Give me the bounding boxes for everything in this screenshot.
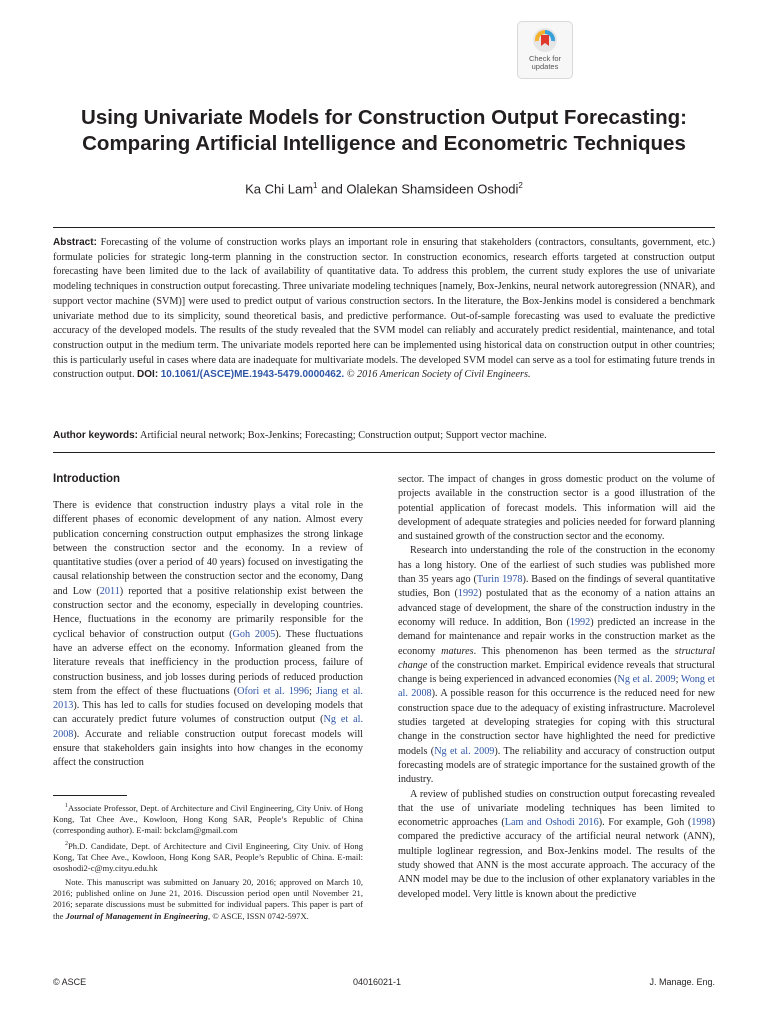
crossmark-icon <box>532 27 558 53</box>
footnote-1 <box>53 801 363 836</box>
citation-link[interactable]: 1992 <box>457 588 479 600</box>
author-2: Olalekan Shamsideen Oshodi <box>346 181 519 197</box>
author-1-affiliation-mark: 1 <box>313 181 318 190</box>
doi-link[interactable]: 10.1061/(ASCE)ME.1943-5479.0000462. <box>160 369 345 381</box>
text-run: ; <box>309 685 317 697</box>
text-run: A review of published studies on construction output forecasting revealed that the use of univariate modeling techniques has been limited to econometric approaches ( <box>398 788 715 829</box>
footnotes <box>53 801 363 925</box>
footnote-text: Ph.D. Candidate, Dept. of Architecture and Civil Engineering, City Univ. of Hong Kong, Tat Chee Ave., Kowloon, Hong Kong SAR, People’s Republic of China. E-mail: ososhodi2-c@my.cityu.edu.hk <box>53 841 363 874</box>
keywords-label: Author keywords: <box>53 430 139 441</box>
emphasis: matures <box>441 645 474 657</box>
citation-link[interactable]: Goh 2005 <box>232 628 276 640</box>
author-2-affiliation-mark: 2 <box>518 181 523 190</box>
intro-paragraph-continued <box>398 473 715 544</box>
submission-note <box>53 877 363 921</box>
abstract-text: Forecasting of the volume of construction works plays an important role in ensuring that stakeholders (contractors, consultants, government, etc.) formulate policies for strategic long-term planning in the construction sector. In construction economics, research efforts targeted at construction output forecasting have been limited due to the lack of availability of quantitative data. To address this problem, the current study explores the use of univariate modeling techniques in construction output forecasting. Three univariate modeling techniques [namely, Box-Jenkins, neural network autoregression (NNAR), and support vector machine (SVM)] were used to predict output of various construction sectors. In the literature, the Box-Jenkins model is considered a benchmark univariate method due to its simplicity, sound theoretical basis, and predictive performance. Out-of-sample forecasting was used to evaluate the predictive accuracy of the developed models. The results of the study revealed that the SVM model can reliably and accurately predict residential, maintenance, and total construction output in the medium term. The univariate models reported here can be implemented using historical data on construction output in other countries; this is particularly useful in cases where data are inadequate for multivariate models. The developed SVM model can serve as a tool for estimating future trends in construction output. <box>53 237 715 381</box>
note-text: Note. This manuscript was submitted on January 20, 2016; approved on March 10, 2016; published online on June 21, 2016. Discussion period open until November 21, 2016; separate discussions must be submitted for individual papers. This paper is part of the <box>53 877 363 921</box>
text-run: . This phenomenon has been termed as the <box>473 645 675 657</box>
top-divider <box>53 227 715 228</box>
author-keywords <box>53 430 715 441</box>
citation-link[interactable]: Wong et al. 2008 <box>398 674 716 700</box>
footnote-mark: 1 <box>65 803 68 809</box>
abstract-label: Abstract: <box>53 237 97 248</box>
citation-link[interactable]: 2011 <box>99 585 120 597</box>
text-run: ). The reliability and accuracy of construction output forecasting models are of strategic importance for the sustained growth of the industry. <box>398 745 716 786</box>
text-run: ) predicted an increase in the demand for maintenance and repair works in the construction market as the economy <box>398 616 715 657</box>
text-run: ) postulated that as the economy of a nation attains an advanced stage of development, the share of the construction industry in the economy will reduce. In addition, Bon ( <box>398 588 715 628</box>
copyright-notice: © 2016 American Society of Civil Engineers. <box>344 369 531 381</box>
abstract <box>53 236 715 383</box>
text-run: ). Based on the findings of several quantitative studies, Bon ( <box>398 574 715 600</box>
text-run: ). For example, Goh ( <box>598 817 692 829</box>
note-text: , © ASCE, ISSN 0742-597X. <box>207 910 309 921</box>
footnote-text: Associate Professor, Dept. of Architecture and Civil Engineering, City Univ. of Hong Kong, Tat Chee Ave., Kowloon, Hong Kong SAR, People’s Republic of China (corresponding author). E-mail: bckclam@gmail.com <box>53 802 363 836</box>
footer-journal: J. Manage. Eng. <box>649 977 715 987</box>
text-run: ) compared the predictive accuracy of the artificial neural network (ANN), multiple loglinear regression, and Box-Jenkins model. The results of the study showed that ANN is the most accurate approach. The accuracy of the ANN model may be due to the inclusion of other explanatory variables in the developed model. Very little is known about the predictive <box>398 817 716 900</box>
text-run: There is evidence that construction industry plays a vital role in the different phases of economic development of any nation. Almost every publication concerning construction output emphasizes the strong linkage between the construction sector and the economy. In a review of quantitative studies (over a period of 40 years) focused on investigating the causal relationship between the construction sector and the economy, Dang and Low ( <box>53 500 363 597</box>
citation-link[interactable]: Ng et al. 2009 <box>617 674 676 686</box>
text-run: ). These fluctuations have an adverse effect on the economy. Information gleaned from the literature reveals that inefficiency in the production process, failure of construction business, and job losses during periods of reduced production stem from the effect of these fluctuations ( <box>53 628 364 697</box>
text-run: ). This has led to calls for studies focused on developing models that can accurately predict future volumes of construction output ( <box>53 700 363 726</box>
text-run: ). A possible reason for this occurrence is the reduced need for new construction space due to the adequacy of existing infrastructure. Macrolevel studies targeted at developing strategies for coping with this structural change in the construction sector have highlighted the need for predictive models ( <box>398 688 715 757</box>
citation-link[interactable]: Ng et al. 2008 <box>53 714 363 740</box>
text-run: ) reported that a positive relationship exist between the construction sector and the economy, especially in developing countries. Hence, fluctuations in the economy are primarily responsible for the cyclical behavior of construction output ( <box>53 585 363 640</box>
text-run: Research into understanding the role of the construction in the economy has a long history. One of the earliest of such studies was published more than 35 years ago ( <box>398 545 715 586</box>
citation-link[interactable]: 1998 <box>691 817 712 829</box>
citation-link[interactable]: Turin 1978 <box>476 574 523 586</box>
footer-publisher: © ASCE <box>53 977 87 987</box>
citation-link[interactable]: Ofori et al. 1996 <box>237 685 310 697</box>
keywords-text: Artificial neural network; Box-Jenkins; Forecasting; Construction output; Support vector machine. <box>138 430 547 441</box>
footnote-2 <box>53 839 363 874</box>
author-1: Ka Chi Lam <box>245 181 314 197</box>
citation-link[interactable]: Ng et al. 2009 <box>434 745 495 757</box>
check-for-updates-badge[interactable] <box>517 21 573 79</box>
author-list <box>40 181 728 196</box>
citation-link[interactable]: Jiang et al. 2013 <box>53 685 363 712</box>
citation-link[interactable]: 1992 <box>569 616 591 628</box>
text-run: sector. The impact of changes in gross domestic product on the volume of projects available in the construction sector is a good illustration of the potential application of forecast models. This information will aid the development of adequate strategies and policies needed for forward planning and sustained growth of the construction sector and the economy. <box>398 474 715 543</box>
author-conjunction: and <box>317 181 347 197</box>
left-column <box>53 499 363 771</box>
intro-paragraph-2 <box>398 544 715 787</box>
text-run: ). Accurate and reliable construction output forecast models will ensure that stakeholders gain insights into how changes in the economy affect the construction <box>53 728 363 769</box>
footer-article-number: 04016021-1 <box>353 977 402 987</box>
emphasis: structural change <box>398 645 715 671</box>
right-column <box>398 473 715 902</box>
doi-label: DOI: <box>137 369 159 381</box>
footnote-mark: 2 <box>65 841 68 848</box>
intro-paragraph-1 <box>53 499 363 771</box>
badge-line-1: Check for <box>528 54 562 63</box>
abstract-divider <box>53 452 715 453</box>
text-run: of the construction market. Empirical evidence reveals that structural change is being experienced in advanced economies ( <box>398 659 715 686</box>
footnote-divider <box>53 795 127 796</box>
text-run: ; <box>675 674 681 686</box>
citation-link[interactable]: Lam and Oshodi 2016 <box>504 817 599 829</box>
paper-title: Using Univariate Models for Construction Output Forecasting: Comparing Artificial Intelligence and Econometric Techniques <box>81 105 687 155</box>
introduction-heading: Introduction <box>53 473 121 485</box>
badge-line-2: updates <box>531 62 559 71</box>
journal-name: Journal of Management in Engineering <box>65 910 208 921</box>
intro-paragraph-3 <box>398 788 715 902</box>
